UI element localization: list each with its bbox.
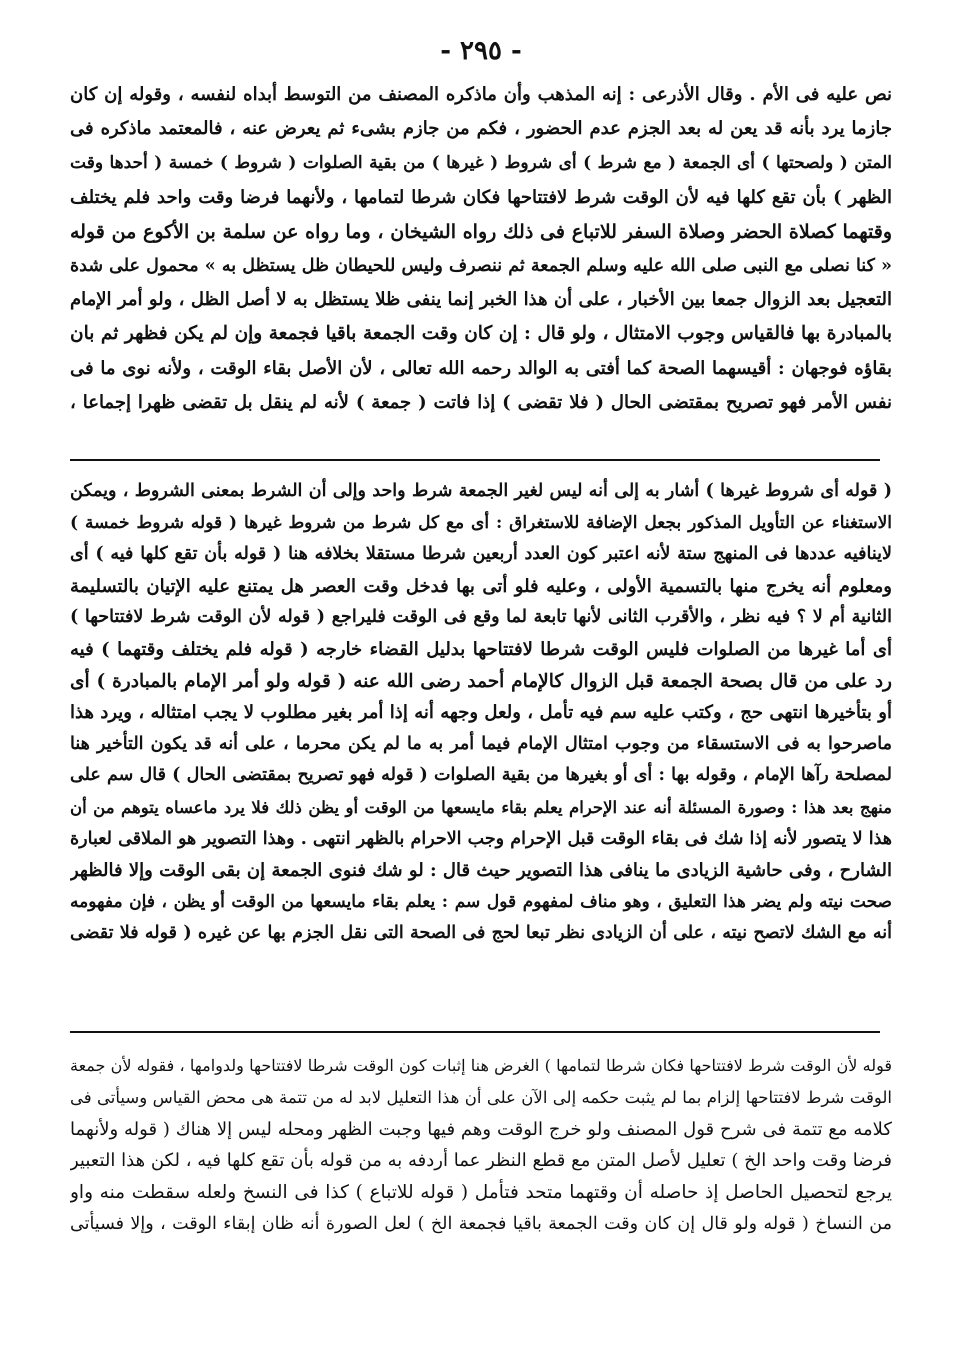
- gloss-line: كلامه مع تتمة فى شرح قول المصنف ولو خرج الوقت وهم فيها وجبت الظهر ومحله ليس إلا هناك ( قوله ولأنهما: [70, 1118, 892, 1140]
- gloss-line: يرجع لتحصيل الحاصل إذ حاصله أن وقتهما متحد فتأمل ( قوله للاتباع ) كذا فى النسخ ولعله سقطت منه واو: [70, 1182, 892, 1204]
- main-text-line: بقاؤه فوجهان : أقيسهما الصحة كما أفتى به الوالد رحمه الله تعالى ، لأن الأصل بقاء الوقت ، ولأنه نوى ما فى: [70, 357, 892, 379]
- main-text-block: [70, 78, 892, 420]
- commentary-line: ماصرحوا به فى الاستسقاء من وجوب امتثال الإمام فيما أمر به ما لم يكن محرما ، على أنه قد يكون التأخير هنا: [70, 733, 892, 754]
- gloss-line: قوله لأن الوقت شرط لافتتاحها فكان شرطا لتمامها ) الغرض هنا إثبات كون الوقت شرطا لافتتاحها ولدوامها ، فقوله لأن جمعة: [70, 1056, 892, 1075]
- commentary-line: أى أما غيرها من الصلوات فليس الوقت شرطا لافتتاحها بدليل القضاء خارجه ( قوله فلم يختلف وقتهما ) فيه: [70, 638, 892, 660]
- section-divider-rule: [70, 1031, 880, 1033]
- commentary-line: الشارح ، وفى حاشية الزيادى ما ينافى هذا التصوير حيث قال : لو شك فنوى الجمعة إن بقى الوقت وإلا فالظهر: [70, 860, 892, 882]
- commentary-block: [70, 476, 892, 950]
- main-text-line: جازما يرد بأنه قد يعن له بعد الجزم عدم الحضور ، فكم من جازم بشىء ثم يعرض عنه ، فالمعتمد ماذكره فى: [70, 118, 892, 140]
- section-divider-rule: [70, 459, 880, 461]
- commentary-line: هذا لا يتصور لأنه إذا شك فى بقاء الوقت قبل الإحرام وجب الاحرام بالظهر انتهى . وهذا التصوير هو الملاقى لعبارة: [70, 828, 892, 849]
- gloss-block: [70, 1050, 892, 1241]
- commentary-line: أو بتأخيرها انتهى حج ، وكتب عليه سم فيه تأمل ، ولعل وجهه أنه إذا أمر بغير مطلوب لا يجب امتثاله ، ويرد هذا: [70, 702, 892, 724]
- main-text-line: نص عليه فى الأم . وقال الأذرعى : إنه المذهب وأن ماذكره المصنف من التوسط أبداه لنفسه ، وقوله إن كان: [70, 84, 892, 105]
- commentary-line: منهج بعد هذا : وصورة المسئلة أنه عند الإحرام يعلم بقاء مايسعها من الوقت أو يظن ذلك فلا يرد ماعساه يتوهم من أن: [70, 797, 892, 817]
- commentary-line: لمصلحة رآها الإمام ، وقوله بها : أى أو بغيرها من بقية الصلوات ( قوله فهو تصريح بمقتضى الحال ) قال سم على: [70, 765, 892, 786]
- commentary-line: لاينافيه عددها فى المنهج ستة لأنه اعتبر كون العدد أربعين شرطا مستقلا بخلافه هنا ( قوله بأن تقع كلها فيه ) أى: [70, 544, 892, 565]
- commentary-line: الاستغناء عن التأويل المذكور بجعل الإضافة للاستغراق : أى مع كل شرط من شروط غيرها ( قوله شروط خمسة ): [70, 512, 892, 533]
- main-text-line: « كنا نصلى مع النبى صلى الله عليه وسلم الجمعة ثم ننصرف وليس للحيطان ظل يستظل به » محمول على شدة: [70, 256, 892, 277]
- main-text-line: التعجيل بعد الزوال جمعا بين الأخبار ، على أن هذا الخبر إنما ينفى ظلا يستظل به لا أصل الظل ، ولو أمر الإمام: [70, 289, 892, 311]
- commentary-line: أنه مع الشك لاتصح نيته ، على أن الزيادى نظر تبعا لحج فى الصحة التى نقل الجزم بها عن غيره ( قوله فلا تقضى: [70, 923, 892, 944]
- commentary-line: الثانية أم لا ؟ فيه نظر ، والأقرب الثانى لأنها تابعة لما وقع فى الوقت فليراجع ( قوله لأن الوقت شرط لافتتاحها ): [70, 607, 892, 628]
- page-number: - ٢٩٥ -: [440, 36, 522, 66]
- gloss-line: من النساخ ( قوله ولو قال إن كان وقت الجمعة باقيا فجمعة الخ ) لعل الصورة أنه ظان إبقاء الوقت ، وإلا فسيأتى: [70, 1213, 892, 1234]
- main-text-line: بالمبادرة بها فالقياس وجوب الامتثال ، ولو قال : إن كان وقت الجمعة باقيا فجمعة وإن لم يكن فظهر ثم بان: [70, 323, 892, 345]
- gloss-line: فرضا وقت واحد الخ ) تعليل لأصل المتن مع قطع النظر عما أردفه به من قوله بأن تقع كلها فيه ، لكن هذا التعبير: [70, 1150, 892, 1172]
- main-text-line: الظهر ) بأن تقع كلها فيه لأن الوقت شرط لافتتاحها فكان شرطا لتمامها ، ولأنهما فرضا وقت واحد فلم يختلف: [70, 186, 892, 208]
- commentary-line: ( قوله أى شروط غيرها ) أشار به إلى أنه ليس لغير الجمعة شرط واحد وإلى أن الشرط بمعنى الشروط ، ويمكن: [70, 481, 892, 501]
- commentary-line: رد على من قال بصحة الجمعة قبل الزوال كالإمام أحمد رضى الله عنه ( قوله ولو أمر الإمام بالمبادرة ) أى: [70, 670, 892, 692]
- commentary-line: صحت نيته ولم يضر هذا التعليق ، وهو مناف لمفهوم قول سم : يعلم بقاء مايسعها من الوقت أو يظن ، فإن مفهومه: [70, 891, 892, 912]
- main-text-line: المتن ( ولصحتها ) أى الجمعة ( مع شرط ) أى شروط ( غيرها ) من بقية الصلوات ( شروط ) خمسة ( أحدها وقت: [70, 153, 892, 174]
- main-text-line: وقتهما كصلاة الحضر وصلاة السفر للاتباع فى ذلك رواه الشيخان ، وما رواه عن سلمة بن الأكوع من قوله: [70, 220, 892, 243]
- main-text-line: نفس الأمر فهو تصريح بمقتضى الحال ( فلا تقضى ) إذا فاتت ( جمعة ) لأنه لم ينقل بل تقضى ظهرا إجماعا ،: [70, 391, 892, 413]
- commentary-line: ومعلوم أنه يخرج منها بالتسمية الأولى ، وعليه فلو أتى بها فدخل وقت العصر هل يمتنع عليه الإتيان بالتسليمة: [70, 575, 892, 597]
- gloss-line: الوقت شرط لافتتاحها إلزام بما لم يثبت حكمه إلى الآن على أن هذا التعليل لابد له من تتمة هى محض القياس وسيأتى فى: [70, 1087, 892, 1107]
